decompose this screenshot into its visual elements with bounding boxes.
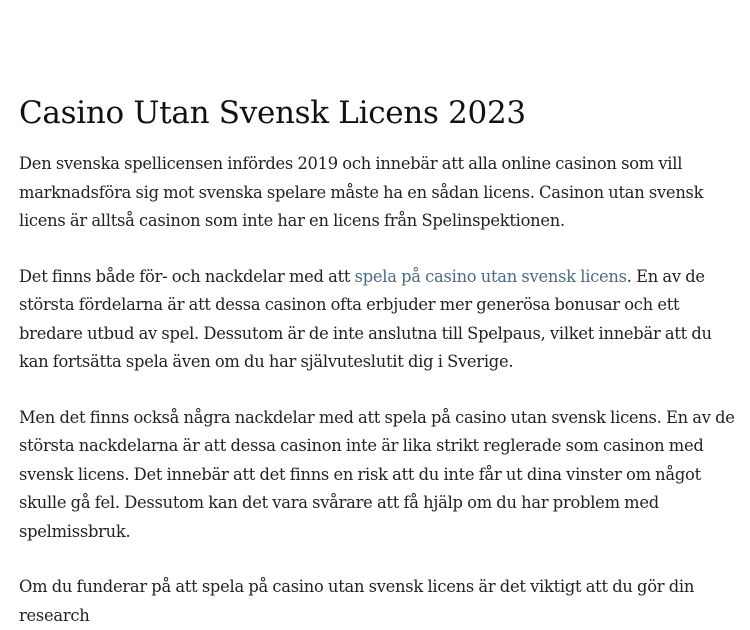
page-title: Casino Utan Svensk Licens 2023 <box>19 95 526 131</box>
casino-link[interactable]: spela på casino utan svensk licens <box>354 266 627 286</box>
paragraph-intro: Den svenska spellicensen infördes 2019 och innebär att alla online casinon som vill marknadsföra sig mot svenska spelare måste ha en sådan licens. Casinon utan svensk licens är alltså casinon som inte har en licens från Spelinspektionen. <box>19 154 704 230</box>
paragraph-pros-cons <box>19 263 735 377</box>
paragraph-research: Om du funderar på att spela på casino utan svensk licens är det viktigt att du gör din research <box>19 577 695 625</box>
paragraph-text: . En av de största fördelarna är att dessa casinon ofta erbjuder mer generösa bonusar och ett bredare utbud av spel. Dessutom är de inte anslutna till Spelpaus, vilket innebär att du kan fortsätta spela även om du har självuteslutit dig i Sverige. <box>19 266 712 371</box>
paragraph-drawbacks: Men det finns också några nackdelar med att spela på casino utan svensk licens. En av de största nackdelarna är att dessa casinon inte är lika strikt reglerade som casinon med svensk licens. Det innebär att det finns en risk att du inte får ut dina vinster om något skulle gå fel. Dessutom kan det vara svårare att få hjälp om du har problem med spelmissbruk. <box>19 407 735 541</box>
article-content <box>19 92 735 630</box>
paragraph-text: Det finns både för- och nackdelar med att <box>19 266 355 286</box>
